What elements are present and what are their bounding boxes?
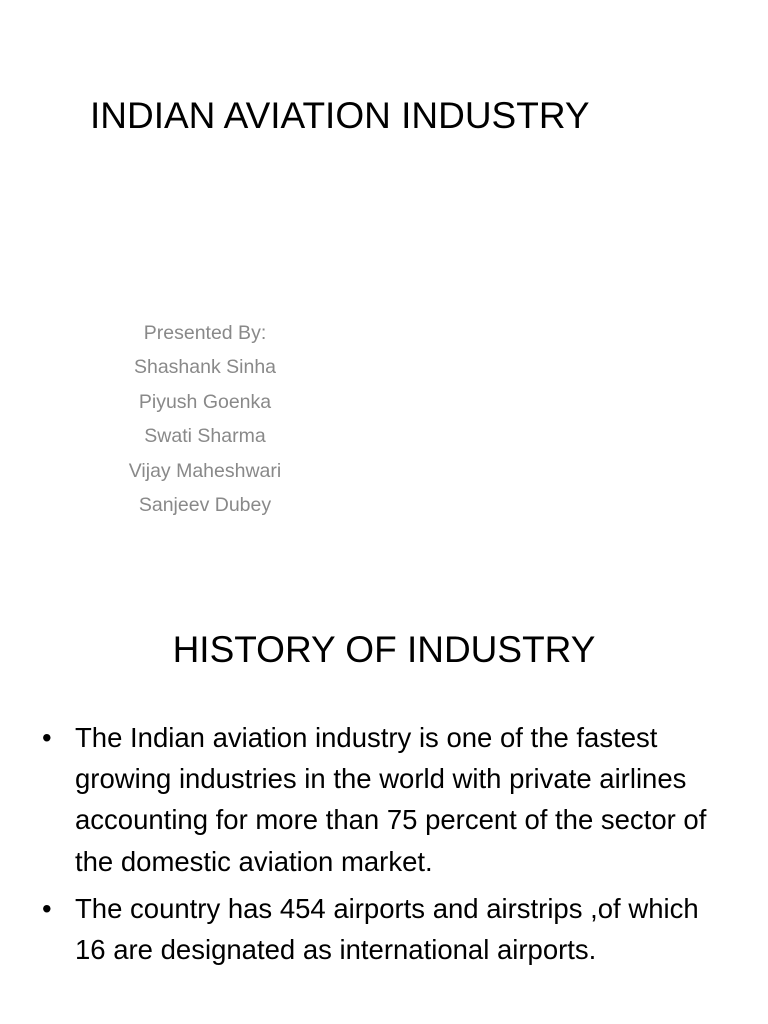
presenter-name: Swati Sharma (144, 425, 266, 448)
bullet-text: The Indian aviation industry is one of the fastest growing industries in the world with private airlines accounting for more than 75 percent of the sector of the domestic aviation market. (75, 722, 707, 877)
bullet-list (42, 717, 722, 976)
bullet-item (42, 717, 722, 882)
presenter-name: Sanjeev Dubey (138, 494, 272, 517)
presenter-name: Vijay Maheshwari (128, 459, 282, 482)
presenter-name: Piyush Goenka (138, 390, 272, 413)
presenters-heading: Presented By: (143, 322, 267, 344)
slide-title: HISTORY OF INDUSTRY (172, 629, 596, 670)
presenter-name: Shashank Sinha (133, 356, 277, 379)
bullet-icon: • (42, 722, 52, 753)
bullet-icon: • (42, 892, 52, 924)
presenters-block (100, 316, 310, 522)
bullet-item (42, 888, 722, 970)
slide-title: INDIAN AVIATION INDUSTRY (90, 95, 590, 136)
history-slide (0, 596, 768, 1024)
bullet-text: The country has 454 airports and airstrips ,of which 16 are designated as international airports. (75, 892, 699, 966)
